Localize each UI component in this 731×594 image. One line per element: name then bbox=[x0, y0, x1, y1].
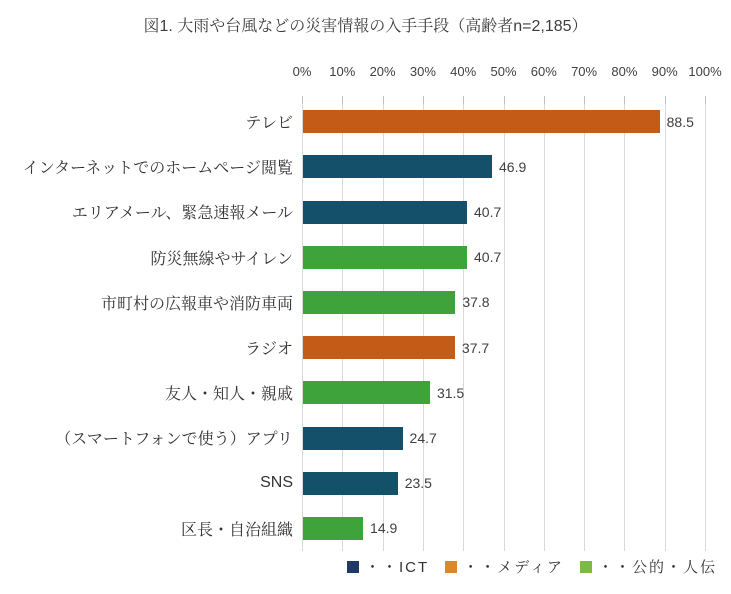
bar bbox=[303, 427, 403, 450]
axis-tick bbox=[705, 96, 706, 104]
legend-label: ・・メディア bbox=[463, 559, 564, 576]
axis-tick-label: 60% bbox=[530, 64, 557, 79]
bar bbox=[303, 336, 455, 359]
legend-label: ・・ICT bbox=[365, 559, 430, 576]
bar bbox=[303, 517, 363, 540]
axis-tick-label: 90% bbox=[651, 64, 678, 79]
axis-tick-label: 100% bbox=[688, 64, 722, 79]
bar bbox=[303, 155, 492, 178]
bar bbox=[303, 472, 398, 495]
axis-tick-label: 10% bbox=[329, 64, 356, 79]
axis-tick bbox=[383, 96, 384, 104]
category-label: 市町村の広報車や消防車両 bbox=[100, 295, 293, 313]
category-label: エリアメール、緊急速報メール bbox=[71, 205, 293, 223]
axis-tick bbox=[544, 96, 545, 104]
axis-tick bbox=[624, 96, 625, 104]
bar bbox=[303, 110, 660, 133]
value-label: 88.5 bbox=[666, 113, 694, 130]
legend-swatch-public bbox=[580, 561, 592, 573]
value-label: 31.5 bbox=[436, 384, 465, 401]
category-label: テレビ bbox=[245, 115, 293, 133]
category-label: ラジオ bbox=[244, 341, 293, 359]
gridline bbox=[665, 96, 666, 551]
axis-tick-label: 30% bbox=[409, 64, 436, 79]
axis-tick-label: 20% bbox=[369, 64, 396, 79]
axis-tick bbox=[584, 96, 585, 104]
category-label: SNS bbox=[260, 474, 293, 492]
value-label: 40.7 bbox=[474, 249, 502, 266]
legend-item bbox=[347, 556, 429, 577]
axis-tick-label: 80% bbox=[611, 64, 638, 79]
value-label: 46.9 bbox=[499, 158, 527, 175]
gridline bbox=[705, 96, 706, 551]
axis-tick-label: 40% bbox=[450, 64, 477, 79]
category-label: 区長・自治組織 bbox=[180, 521, 293, 539]
category-label: 防災無線やサイレン bbox=[150, 250, 293, 268]
legend-label: ・・公的・人伝 bbox=[597, 559, 717, 576]
category-label: 友人・知人・親戚 bbox=[164, 386, 293, 404]
gridline bbox=[584, 96, 585, 551]
bar bbox=[303, 246, 467, 269]
legend bbox=[347, 556, 717, 577]
value-label: 37.7 bbox=[461, 339, 490, 356]
axis-tick bbox=[342, 96, 343, 104]
axis-tick bbox=[423, 96, 424, 104]
legend-item bbox=[580, 556, 717, 577]
legend-swatch-ict bbox=[347, 561, 359, 573]
axis-tick bbox=[504, 96, 505, 104]
value-label: 37.8 bbox=[462, 294, 490, 311]
category-label: インターネットでのホームページ閲覧 bbox=[22, 160, 293, 178]
legend-item bbox=[445, 556, 564, 577]
axis-tick-label: 0% bbox=[292, 64, 312, 79]
category-label: （スマートフォンで使う）アプリ bbox=[55, 431, 293, 449]
bar bbox=[303, 381, 430, 404]
value-label: 24.7 bbox=[409, 430, 437, 446]
bar bbox=[303, 201, 467, 224]
axis-tick-label: 70% bbox=[571, 64, 598, 79]
value-label: 40.7 bbox=[474, 204, 502, 220]
value-label: 23.5 bbox=[404, 475, 432, 492]
axis-tick bbox=[463, 96, 464, 104]
axis-tick-label: 50% bbox=[490, 64, 517, 79]
legend-swatch-media bbox=[445, 561, 457, 573]
bar bbox=[303, 291, 455, 314]
gridline bbox=[544, 96, 545, 551]
axis-tick bbox=[302, 96, 303, 104]
chart-title: 図1. 大雨や台風などの災害情報の入手手段（高齢者n=2,185） bbox=[143, 18, 588, 35]
value-label: 14.9 bbox=[370, 520, 398, 537]
gridline bbox=[624, 96, 625, 551]
axis-tick bbox=[665, 96, 666, 104]
